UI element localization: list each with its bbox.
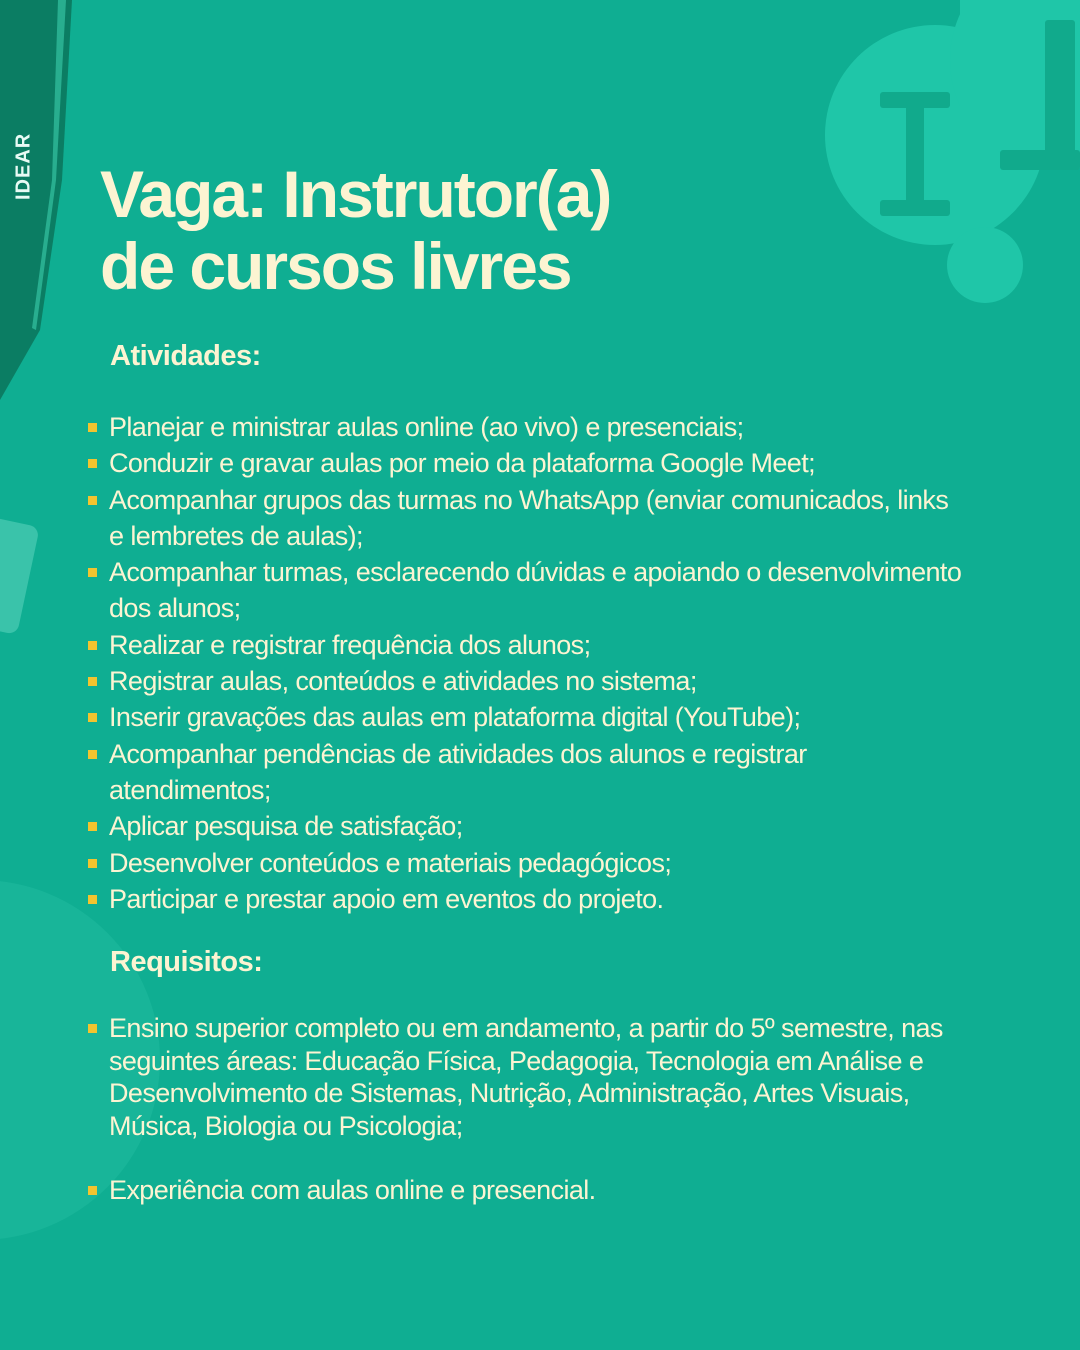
activities-heading: Atividades: — [110, 340, 261, 372]
list-item — [88, 409, 968, 445]
list-item — [88, 445, 968, 481]
list-item-text: Aplicar pesquisa de satisfação; — [109, 811, 463, 842]
list-item-text: Experiência com aulas online e presencial. — [109, 1175, 596, 1205]
bullet-icon — [88, 1186, 97, 1195]
requirements-list — [88, 1012, 968, 1207]
title-line-2: de cursos livres — [100, 229, 571, 303]
bullet-icon — [88, 568, 97, 577]
list-item — [88, 1012, 968, 1142]
bullet-icon — [88, 641, 97, 650]
bullet-icon — [88, 895, 97, 904]
list-item-text: Acompanhar pendências de atividades dos alunos e registrar atendimentos; — [109, 738, 807, 805]
list-item — [88, 1174, 968, 1207]
bullet-icon — [88, 459, 97, 468]
bullet-icon — [88, 822, 97, 831]
bullet-icon — [88, 496, 97, 505]
list-item-text: Desenvolver conteúdos e materiais pedagógicos; — [109, 847, 672, 878]
bullet-icon — [88, 713, 97, 722]
list-item — [88, 554, 968, 627]
list-item-text: Acompanhar grupos das turmas no WhatsApp (enviar comunicados, links e lembretes de aulas); — [109, 484, 949, 551]
list-item-text: Inserir gravações das aulas em plataforma digital (YouTube); — [109, 702, 801, 733]
list-item-text: Planejar e ministrar aulas online (ao vivo) e presenciais; — [109, 412, 744, 442]
list-item — [88, 699, 968, 735]
activities-list — [88, 409, 968, 917]
requirements-heading: Requisitos: — [110, 946, 263, 978]
list-item-text: Registrar aulas, conteúdos e atividades no sistema; — [109, 666, 697, 697]
list-item-text: Acompanhar turmas, esclarecendo dúvidas e apoiando o desenvolvimento dos alunos; — [109, 557, 962, 624]
list-item-text: Conduzir e gravar aulas por meio da plataforma Google Meet; — [109, 448, 815, 479]
list-item-text: Participar e prestar apoio em eventos do projeto. — [109, 883, 664, 914]
list-item — [88, 881, 968, 917]
list-item — [88, 663, 968, 699]
list-item-text: Ensino superior completo ou em andamento, a partir do 5º semestre, nas seguintes áreas: Educação Física, Pedagogia, Tecnologia em Análise e Desenvolvimento de Sistemas, Nutrição, Administração, Artes Visuais, Música, Biologia ou Psicologia; — [109, 1013, 943, 1141]
list-item — [88, 736, 968, 809]
list-item — [88, 482, 968, 555]
bullet-icon — [88, 859, 97, 868]
lanyard-logo-text: IDEAR — [12, 132, 35, 200]
bullet-icon — [88, 423, 97, 432]
list-item-text: Realizar e registrar frequência dos alunos; — [109, 629, 591, 660]
list-item — [88, 627, 968, 663]
page-title — [100, 158, 900, 302]
bullet-icon — [88, 750, 97, 759]
title-line-1: Vaga: Instrutor(a) — [100, 157, 611, 231]
bullet-icon — [88, 1024, 97, 1033]
list-item — [88, 845, 968, 881]
badge-card — [0, 513, 40, 635]
bullet-icon — [88, 677, 97, 686]
list-item — [88, 808, 968, 844]
